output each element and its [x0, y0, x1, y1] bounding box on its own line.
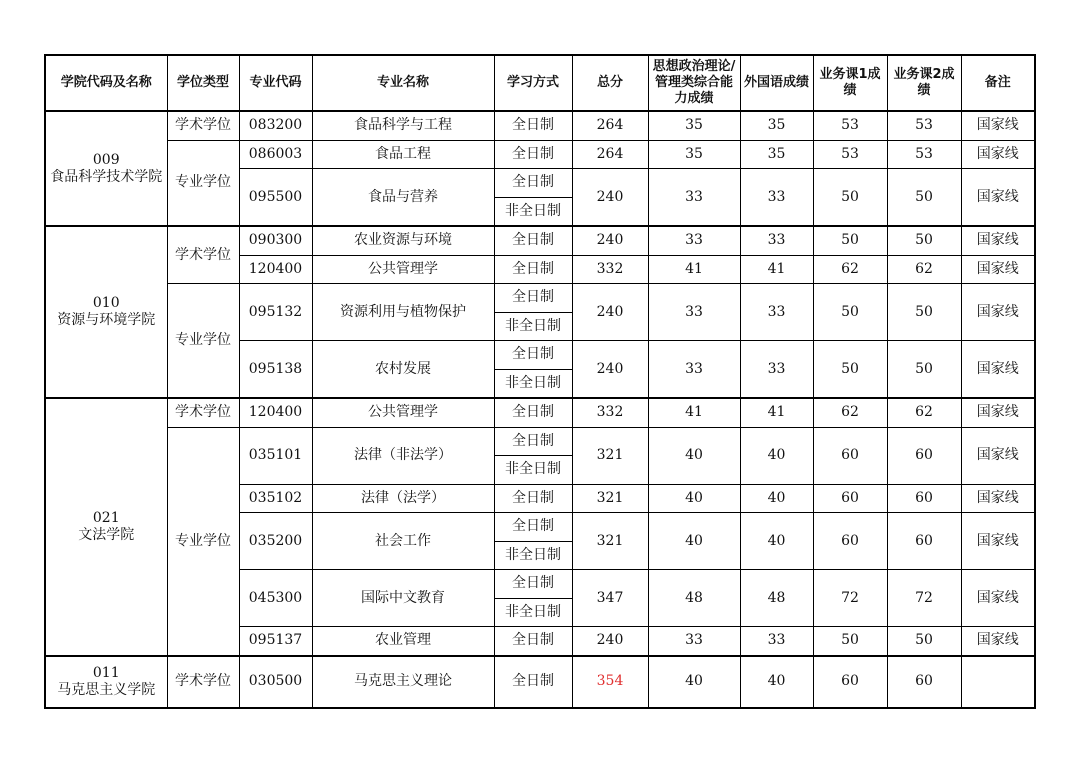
major-name-cell: 农业资源与环境: [312, 226, 494, 255]
total-cell: 240: [572, 226, 648, 255]
table-row: [45, 656, 1035, 708]
college-code: 011: [92, 664, 120, 681]
total-cell: 347: [572, 570, 648, 627]
major-name-cell: 法律（法学）: [312, 484, 494, 513]
language-cell: 33: [740, 226, 813, 255]
mode-cell: 全日制: [494, 341, 572, 370]
course2-cell: 50: [887, 341, 961, 399]
note-cell: 国家线: [961, 341, 1035, 399]
language-cell: 33: [740, 627, 813, 656]
mode-cell: 全日制: [494, 169, 572, 198]
course1-cell: 50: [813, 226, 887, 255]
header-course2: 业务课2成绩: [887, 55, 961, 111]
course1-cell: 53: [813, 111, 887, 140]
total-cell: 264: [572, 140, 648, 169]
major-name-cell: 食品与营养: [312, 169, 494, 227]
college-name: 资源与环境学院: [57, 312, 156, 328]
course2-cell: 50: [887, 627, 961, 656]
mode-cell: 全日制: [494, 656, 572, 708]
college-cell: [45, 398, 167, 656]
header-study-mode: 学习方式: [494, 55, 572, 111]
total-cell: 332: [572, 398, 648, 427]
college-name: 文法学院: [78, 526, 135, 543]
table-row: [45, 111, 1035, 140]
college-code: 009: [92, 151, 120, 168]
header-major-code: 专业代码: [239, 55, 312, 111]
degree-cell: 学术学位: [167, 398, 239, 427]
degree-cell: 专业学位: [167, 284, 239, 399]
major-name-cell: 公共管理学: [312, 255, 494, 284]
major-code-cell: 035101: [239, 427, 312, 484]
course2-cell: 50: [887, 284, 961, 341]
major-code-cell: 095500: [239, 169, 312, 227]
mode-cell: 非全日制: [494, 456, 572, 485]
language-cell: 41: [740, 398, 813, 427]
score-table: [44, 54, 1036, 709]
mode-cell: 全日制: [494, 570, 572, 599]
mode-cell: 非全日制: [494, 312, 572, 341]
course2-cell: 50: [887, 226, 961, 255]
mode-cell: 全日制: [494, 255, 572, 284]
major-code-cell: 035102: [239, 484, 312, 513]
note-cell: 国家线: [961, 398, 1035, 427]
major-code-cell: 090300: [239, 226, 312, 255]
mode-cell: 非全日制: [494, 541, 572, 570]
major-code-cell: 095137: [239, 627, 312, 656]
course1-cell: 50: [813, 284, 887, 341]
mode-cell: 全日制: [494, 398, 572, 427]
course2-cell: 60: [887, 656, 961, 708]
politics-cell: 40: [648, 484, 740, 513]
mode-cell: 非全日制: [494, 598, 572, 627]
politics-cell: 33: [648, 284, 740, 341]
course2-cell: 60: [887, 484, 961, 513]
language-cell: 48: [740, 570, 813, 627]
course1-cell: 50: [813, 627, 887, 656]
politics-cell: 33: [648, 226, 740, 255]
note-cell: 国家线: [961, 570, 1035, 627]
politics-cell: 35: [648, 111, 740, 140]
course2-cell: 50: [887, 169, 961, 227]
college-cell: [45, 226, 167, 398]
course2-cell: 72: [887, 570, 961, 627]
mode-cell: 全日制: [494, 484, 572, 513]
course2-cell: 62: [887, 255, 961, 284]
college-name: 食品科学技术学院: [50, 168, 163, 185]
major-name-cell: 资源利用与植物保护: [312, 284, 494, 341]
major-code-cell: 083200: [239, 111, 312, 140]
course1-cell: 60: [813, 427, 887, 484]
mode-cell: 全日制: [494, 427, 572, 456]
college-cell: [45, 111, 167, 226]
major-name-cell: 农业管理: [312, 627, 494, 656]
course1-cell: 60: [813, 656, 887, 708]
degree-cell: 专业学位: [167, 427, 239, 656]
total-cell: 240: [572, 341, 648, 399]
course1-cell: 62: [813, 255, 887, 284]
major-name-cell: 食品科学与工程: [312, 111, 494, 140]
note-cell: 国家线: [961, 111, 1035, 140]
politics-cell: 40: [648, 427, 740, 484]
mode-cell: 全日制: [494, 284, 572, 313]
course2-cell: 53: [887, 140, 961, 169]
college-cell: [45, 656, 167, 708]
course1-cell: 62: [813, 398, 887, 427]
note-cell: 国家线: [961, 627, 1035, 656]
major-name-cell: 农村发展: [312, 341, 494, 399]
header-note: 备注: [961, 55, 1035, 111]
header-row: [45, 55, 1035, 111]
mode-cell: 全日制: [494, 111, 572, 140]
politics-cell: 35: [648, 140, 740, 169]
table-row: [45, 226, 1035, 255]
degree-cell: 学术学位: [167, 111, 239, 140]
major-code-cell: 095138: [239, 341, 312, 399]
course1-cell: 50: [813, 341, 887, 399]
major-code-cell: 086003: [239, 140, 312, 169]
language-cell: 33: [740, 169, 813, 227]
note-cell: 国家线: [961, 513, 1035, 570]
politics-cell: 41: [648, 398, 740, 427]
table-row: [45, 140, 1035, 169]
total-cell: 240: [572, 627, 648, 656]
total-cell: 354: [572, 656, 648, 708]
politics-cell: 41: [648, 255, 740, 284]
total-cell: 321: [572, 513, 648, 570]
major-name-cell: 马克思主义理论: [312, 656, 494, 708]
course2-cell: 53: [887, 111, 961, 140]
header-degree: 学位类型: [167, 55, 239, 111]
course1-cell: 60: [813, 513, 887, 570]
note-cell: 国家线: [961, 169, 1035, 227]
politics-cell: 40: [648, 513, 740, 570]
language-cell: 40: [740, 427, 813, 484]
major-code-cell: 120400: [239, 255, 312, 284]
degree-cell: 学术学位: [167, 656, 239, 708]
table-row: [45, 398, 1035, 427]
language-cell: 41: [740, 255, 813, 284]
major-name-cell: 国际中文教育: [312, 570, 494, 627]
course2-cell: 60: [887, 427, 961, 484]
major-code-cell: 030500: [239, 656, 312, 708]
politics-cell: 33: [648, 341, 740, 399]
note-cell: [961, 656, 1035, 708]
total-cell: 332: [572, 255, 648, 284]
mode-cell: 非全日制: [494, 197, 572, 226]
politics-cell: 33: [648, 627, 740, 656]
total-cell: 321: [572, 427, 648, 484]
course1-cell: 50: [813, 169, 887, 227]
course1-cell: 53: [813, 140, 887, 169]
college-code: 021: [92, 509, 120, 526]
total-cell: 240: [572, 169, 648, 227]
header-total: 总分: [572, 55, 648, 111]
note-cell: 国家线: [961, 255, 1035, 284]
major-code-cell: 095132: [239, 284, 312, 341]
major-name-cell: 法律（非法学）: [312, 427, 494, 484]
header-major-name: 专业名称: [312, 55, 494, 111]
politics-cell: 33: [648, 169, 740, 227]
politics-cell: 40: [648, 656, 740, 708]
major-name-cell: 公共管理学: [312, 398, 494, 427]
total-cell: 264: [572, 111, 648, 140]
degree-cell: 专业学位: [167, 140, 239, 226]
language-cell: 33: [740, 284, 813, 341]
major-code-cell: 035200: [239, 513, 312, 570]
course1-cell: 72: [813, 570, 887, 627]
mode-cell: 全日制: [494, 627, 572, 656]
major-name-cell: 社会工作: [312, 513, 494, 570]
language-cell: 35: [740, 111, 813, 140]
mode-cell: 非全日制: [494, 369, 572, 398]
table-row: [45, 284, 1035, 313]
total-cell: 240: [572, 284, 648, 341]
course2-cell: 62: [887, 398, 961, 427]
note-cell: 国家线: [961, 284, 1035, 341]
note-cell: 国家线: [961, 226, 1035, 255]
course1-cell: 60: [813, 484, 887, 513]
header-politics: 思想政治理论/管理类综合能力成绩: [648, 55, 740, 111]
header-foreign-language: 外国语成绩: [740, 55, 813, 111]
note-cell: 国家线: [961, 427, 1035, 484]
language-cell: 40: [740, 484, 813, 513]
mode-cell: 全日制: [494, 140, 572, 169]
course2-cell: 60: [887, 513, 961, 570]
mode-cell: 全日制: [494, 513, 572, 542]
note-cell: 国家线: [961, 484, 1035, 513]
college-name: 马克思主义学院: [57, 681, 156, 698]
major-name-cell: 食品工程: [312, 140, 494, 169]
header-course1: 业务课1成绩: [813, 55, 887, 111]
politics-cell: 48: [648, 570, 740, 627]
header-college: 学院代码及名称: [45, 55, 167, 111]
major-code-cell: 120400: [239, 398, 312, 427]
major-code-cell: 045300: [239, 570, 312, 627]
degree-cell: 学术学位: [167, 226, 239, 284]
language-cell: 40: [740, 656, 813, 708]
language-cell: 33: [740, 341, 813, 399]
language-cell: 35: [740, 140, 813, 169]
total-cell: 321: [572, 484, 648, 513]
language-cell: 40: [740, 513, 813, 570]
note-cell: 国家线: [961, 140, 1035, 169]
mode-cell: 全日制: [494, 226, 572, 255]
table-row: [45, 427, 1035, 456]
college-code: 010: [92, 295, 120, 311]
